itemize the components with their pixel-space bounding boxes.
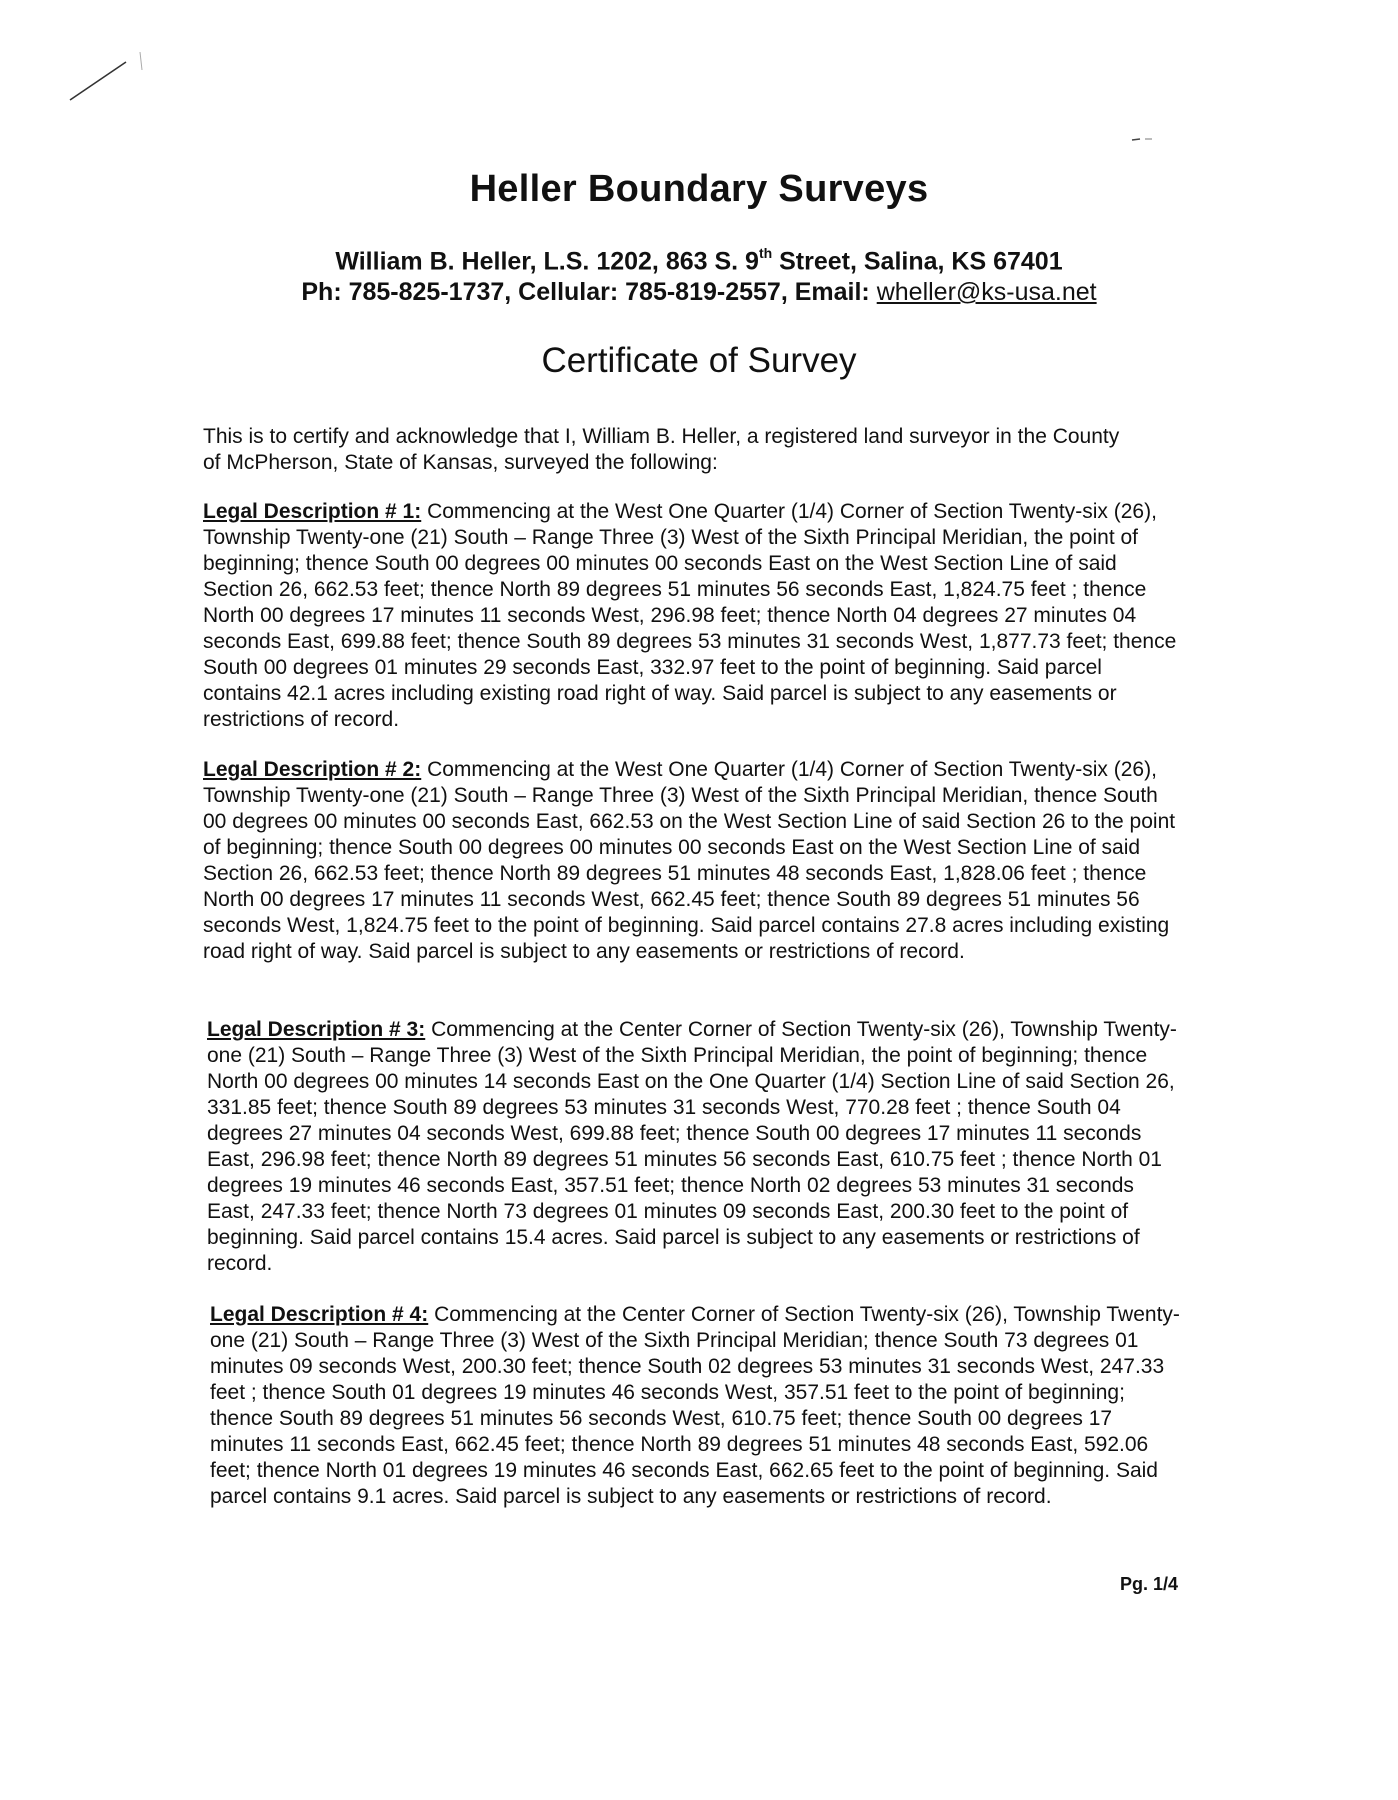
pen-stroke-mark: [66, 50, 146, 110]
page-number: Pg. 1/4: [1120, 1574, 1179, 1594]
contact-address-post: Street, Salina, KS 67401: [772, 247, 1063, 276]
contact-address-pre: William B. Heller, L.S. 1202, 863 S. 9: [335, 247, 759, 276]
legal-description-2-label: Legal Description # 2:: [203, 758, 422, 781]
legal-description-1-text: Commencing at the West One Quarter (1/4) Corner of Section Twenty-six (26), Township Twenty-one (21) South – Range Three (3) West of the Sixth Principal Meridian, the point of beginning; thence South 00 degrees 00 minutes 00 seconds East on the West Section Line of said Section 26, 662.53 feet; thence North 89 degrees 51 minutes 56 seconds East, 1,824.75 feet ; thence North 00 degrees 17 minutes 11 seconds West, 296.98 feet; thence North 04 degrees 27 minutes 04 seconds East, 699.88 feet; thence South 89 degrees 53 minutes 31 seconds West, 1,877.73 feet; thence South 00 degrees 01 minutes 29 seconds East, 332.97 feet to the point of beginning. Said parcel contains 42.1 acres including existing road right of way. Said parcel is subject to any easements or restrictions of record.: [203, 500, 1177, 731]
legal-description-4-text: Commencing at the Center Corner of Section Twenty-six (26), Township Twenty-one (21) South – Range Three (3) West of the Sixth Principal Meridian; thence South 73 degrees 01 minutes 09 seconds West, 200.30 feet; thence South 02 degrees 53 minutes 31 seconds West, 247.33 feet ; thence South 01 degrees 19 minutes 46 seconds West, 357.51 feet to the point of beginning; thence South 89 degrees 51 minutes 56 seconds West, 610.75 feet; thence South 00 degrees 17 minutes 11 seconds East, 662.45 feet; thence North 89 degrees 51 minutes 48 seconds East, 592.06 feet; thence North 01 degrees 19 minutes 46 seconds East, 662.65 feet to the point of beginning. Said parcel contains 9.1 acres. Said parcel is subject to any easements or restrictions of record.: [210, 1303, 1180, 1508]
legal-description-1-label: Legal Description # 1:: [203, 500, 422, 523]
email-link[interactable]: wheller@ks-usa.net: [876, 278, 1097, 306]
legal-description-3-text: Commencing at the Center Corner of Section Twenty-six (26), Township Twenty-one (21) South – Range Three (3) West of the Sixth Principal Meridian, the point of beginning; thence North 00 degrees 00 minutes 14 seconds East on the One Quarter (1/4) Section Line of said Section 26, 331.85 feet; thence South 89 degrees 53 minutes 31 seconds West, 770.28 feet ; thence South 04 degrees 27 minutes 04 seconds West, 699.88 feet; thence South 00 degrees 17 minutes 11 seconds East, 296.98 feet; thence North 89 degrees 51 minutes 56 seconds East, 610.75 feet ; thence North 01 degrees 19 minutes 46 seconds East, 357.51 feet; thence North 02 degrees 53 minutes 31 seconds East, 247.33 feet; thence North 73 degrees 01 minutes 09 seconds East, 200.30 feet to the point of beginning. Said parcel contains 15.4 acres. Said parcel is subject to any easements or restrictions of record.: [207, 1018, 1177, 1275]
certification-intro: This is to certify and acknowledge that I, William B. Heller, a registered land surveyor in the County of McPherson, State of Kansas, surveyed the following:: [203, 425, 1120, 474]
legal-description-4: [210, 1302, 1190, 1510]
contact-phone-text: Ph: 785-825-1737, Cellular: 785-819-2557, Email:: [301, 278, 877, 306]
contact-phone-line: [0, 278, 1398, 307]
scan-speck-mark: [1130, 136, 1154, 142]
contact-address-line: [0, 247, 1398, 276]
legal-description-3-label: Legal Description # 3:: [207, 1018, 426, 1041]
legal-description-1: [203, 499, 1183, 733]
contact-address-sup: th: [758, 245, 773, 261]
company-title: Heller Boundary Surveys: [469, 168, 929, 210]
legal-description-4-label: Legal Description # 4:: [210, 1303, 429, 1326]
legal-description-2-text: Commencing at the West One Quarter (1/4) Corner of Section Twenty-six (26), Township Twenty-one (21) South – Range Three (3) West of the Sixth Principal Meridian, thence South 00 degrees 00 minutes 00 seconds East, 662.53 on the West Section Line of said Section 26 to the point of beginning; thence South 00 degrees 00 minutes 00 seconds East on the West Section Line of said Section 26, 662.53 feet; thence North 89 degrees 51 minutes 48 seconds East, 1,828.06 feet ; thence North 00 degrees 17 minutes 11 seconds West, 662.45 feet; thence South 89 degrees 51 minutes 56 seconds West, 1,824.75 feet to the point of beginning. Said parcel contains 27.8 acres including existing road right of way. Said parcel is subject to any easements or restrictions of record.: [203, 758, 1176, 963]
document-subtitle: Certificate of Survey: [541, 341, 857, 380]
legal-description-2: [203, 757, 1183, 965]
legal-description-3: [207, 1017, 1187, 1277]
